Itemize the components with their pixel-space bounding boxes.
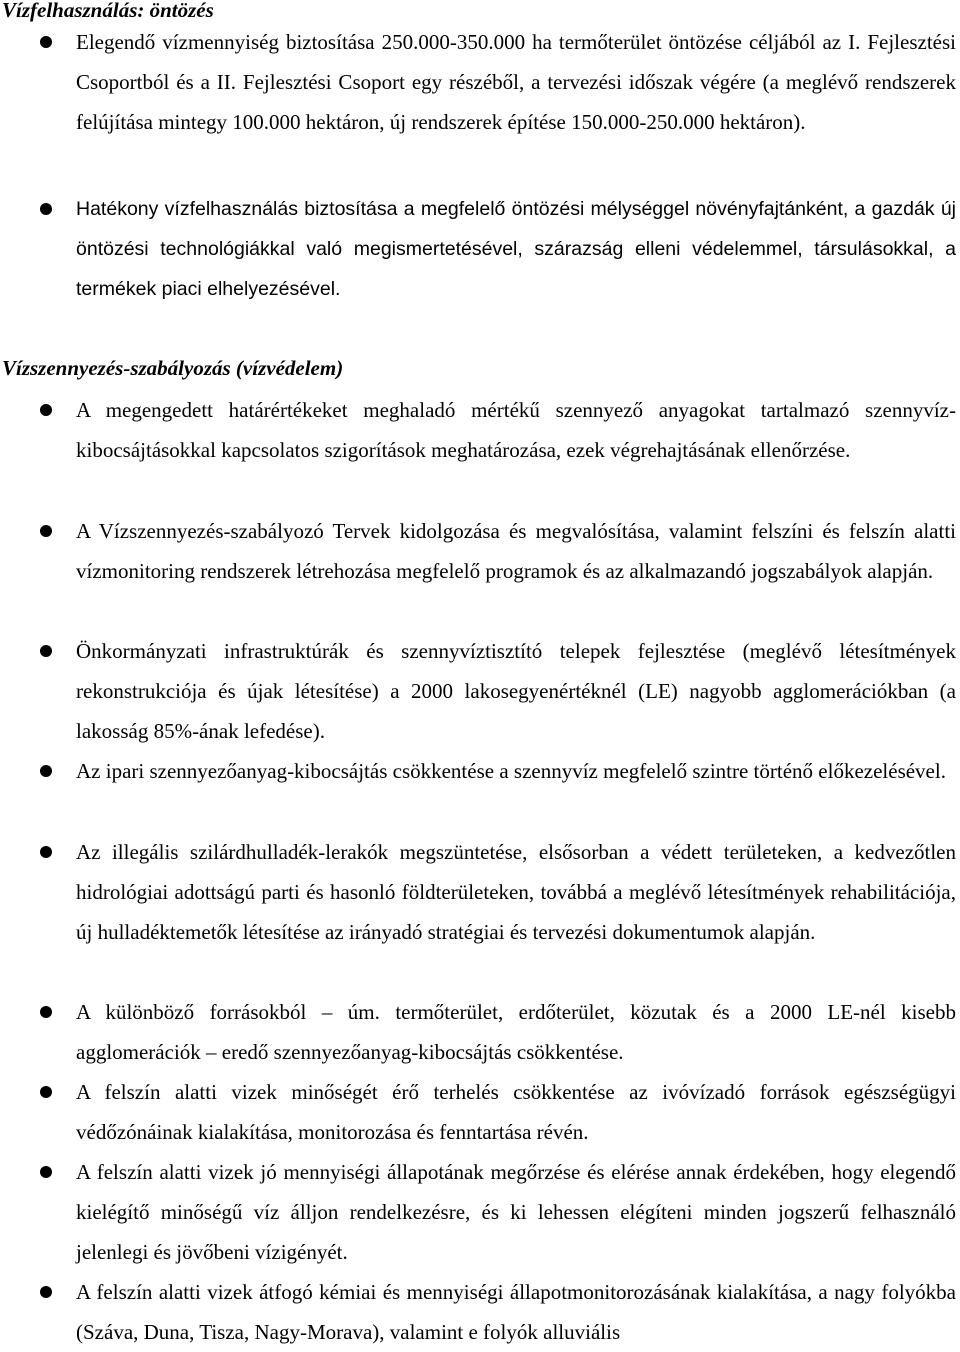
- bullet-icon: [40, 1166, 52, 1178]
- bullet-icon: [40, 1286, 52, 1298]
- bullet-icon: [40, 765, 52, 777]
- list-item: [76, 751, 956, 791]
- bullet-icon: [40, 404, 52, 416]
- bullet-icon: [40, 645, 52, 657]
- list-item: [76, 1072, 956, 1152]
- list-item-text: Az illegális szilárdhulladék-lerakók megszüntetése, elsősorban a védett területeken, a kedvezőtlen hidrológiai adottságú parti és hasonló földterületeken, továbbá a meglévő létesítmények rehabilitációja, új hulladéktemetők létesítése az irányadó stratégiai és tervezési dokumentumok alapján.: [76, 840, 956, 944]
- list-item-text: Hatékony vízfelhasználás biztosítása a megfelelő öntözési mélységgel növényfajtánként, a gazdák új öntözési technológiákkal való megismertetésével, szárazság elleni védelemmel, társulásokkal, a termékek piaci elhelyezésével.: [76, 198, 956, 300]
- list-item-text: A felszín alatti vizek jó mennyiségi állapotának megőrzése és elérése annak érdekében, hogy elegendő kielégítő minőségű víz álljon rendelkezésre, és ki lehessen elégíteni minden jogszerű felhasználó jelenlegi és jövőbeni vízigényét.: [76, 1160, 956, 1264]
- list-item-text: Önkormányzati infrastruktúrák és szennyvíztisztító telepek fejlesztése (meglévő létesítmények rekonstrukciója és újak létesítése) a 2000 lakosegyenértéknél (LE) nagyobb agglomerációkban (a lakosság 85%-ának lefedése).: [76, 639, 956, 743]
- list-item: [76, 832, 956, 952]
- list-item-text: A felszín alatti vizek átfogó kémiai és mennyiségi állapotmonitorozásának kialakítása, a nagy folyókba (Száva, Duna, Tisza, Nagy-Morava), valamint e folyók alluviális: [76, 1280, 956, 1344]
- list-item: [76, 22, 956, 142]
- list-item-text: A különböző forrásokból – úm. termőterület, erdőterület, közutak és a 2000 LE-nél kisebb agglomerációk – eredő szennyezőanyag-kibocsájtás csökkentése.: [76, 1000, 956, 1064]
- bullet-icon: [40, 1006, 52, 1018]
- list-item-text: Az ipari szennyezőanyag-kibocsájtás csökkentése a szennyvíz megfelelő szintre történő előkezelésével.: [76, 759, 946, 783]
- list-item: [76, 1272, 956, 1352]
- list-item: [76, 189, 956, 309]
- list-item-text: Elegendő vízmennyiség biztosítása 250.000-350.000 ha termőterület öntözése céljából az I. Fejlesztési Csoportból és a II. Fejlesztési Csoport egy részéből, a tervezési időszak végére (a meglévő rendszerek felújítása mintegy 100.000 hektáron, új rendszerek építése 150.000-250.000 hektáron).: [76, 30, 956, 134]
- list-item: [76, 992, 956, 1072]
- list-item: [76, 631, 956, 751]
- list-item: [76, 390, 956, 470]
- list-item: [76, 511, 956, 591]
- section-heading-water-protection: Vízszennyezés-szabályozás (vízvédelem): [2, 356, 344, 380]
- bullet-icon: [40, 1086, 52, 1098]
- bullet-icon: [40, 525, 52, 537]
- list-item-text: A megengedett határértékeket meghaladó mértékű szennyező anyagokat tartalmazó szennyvíz-kibocsájtásokkal kapcsolatos szigorítások meghatározása, ezek végrehajtásának ellenőrzése.: [76, 398, 956, 462]
- list-item-text: A Vízszennyezés-szabályozó Tervek kidolgozása és megvalósítása, valamint felszíni és felszín alatti vízmonitoring rendszerek létrehozása megfelelő programok és az alkalmazandó jogszabályok alapján.: [76, 519, 956, 583]
- section-heading-irrigation: Vízfelhasználás: öntözés: [2, 0, 214, 22]
- list-item: [76, 1152, 956, 1272]
- bullet-icon: [40, 203, 52, 215]
- bullet-icon: [40, 36, 52, 48]
- list-item-text: A felszín alatti vizek minőségét érő terhelés csökkentése az ivóvízadó források egészségügyi védőzónáinak kialakítása, monitorozása és fenntartása révén.: [76, 1080, 956, 1144]
- bullet-icon: [40, 846, 52, 858]
